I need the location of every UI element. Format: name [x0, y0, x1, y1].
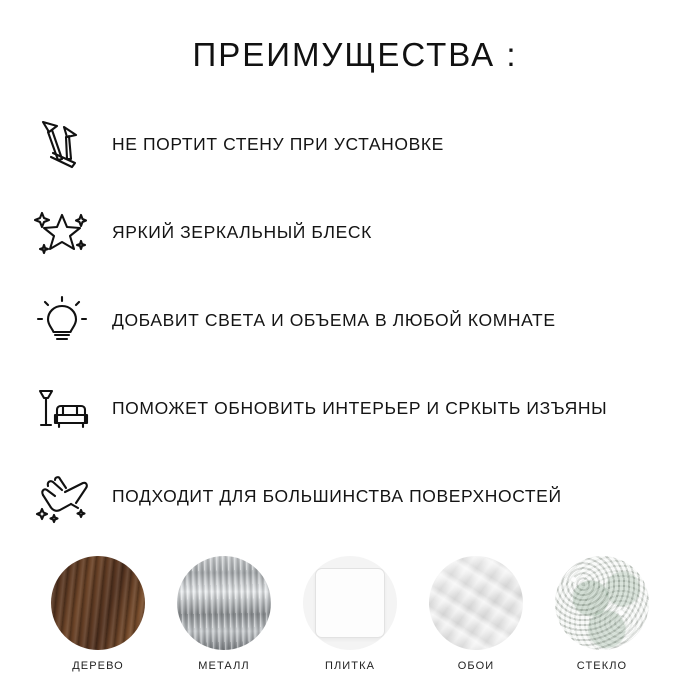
surface-swatches	[0, 556, 700, 672]
list-item-label: ПОМОЖЕТ ОБНОВИТЬ ИНТЕРЬЕР И СРКЫТЬ ИЗЪЯНЫ	[112, 397, 608, 418]
page-title: ПРЕИМУЩЕСТВА :	[192, 36, 518, 73]
swatch-item-metal	[172, 556, 276, 672]
list-item-label: ЯРКИЙ ЗЕРКАЛЬНЫЙ БЛЕСК	[112, 221, 372, 242]
list-item	[26, 276, 686, 364]
list-item-label: НЕ ПОРТИТ СТЕНУ ПРИ УСТАНОВКЕ	[112, 133, 444, 154]
list-item	[26, 452, 686, 540]
list-item	[26, 188, 686, 276]
lightbulb-icon	[26, 284, 98, 356]
sofa-lamp-icon	[26, 372, 98, 444]
swatch-item-wood	[46, 556, 150, 672]
swatch-label: СТЕКЛО	[576, 660, 628, 672]
swatch-item-wall	[424, 556, 528, 672]
swatch-wood	[51, 556, 145, 650]
swatch-item-glass	[550, 556, 654, 672]
swatch-item-tile	[298, 556, 402, 672]
swatch-wall	[429, 556, 523, 650]
swatch-label: ДЕРЕВО	[72, 660, 124, 672]
list-item	[26, 364, 686, 452]
list-item	[26, 100, 686, 188]
swatch-label: ОБОИ	[457, 660, 495, 672]
swatch-tile	[303, 556, 397, 650]
nails-icon	[26, 108, 98, 180]
swatch-glass	[555, 556, 649, 650]
swatch-metal	[177, 556, 271, 650]
list-item-label: ПОДХОДИТ ДЛЯ БОЛЬШИНСТВА ПОВЕРХНОСТЕЙ	[112, 485, 562, 506]
cleaning-hand-icon	[26, 460, 98, 532]
sparkle-star-icon	[26, 196, 98, 268]
benefits-list	[0, 100, 700, 540]
swatch-label: МЕТАЛЛ	[198, 660, 250, 672]
swatch-label: ПЛИТКА	[324, 660, 376, 672]
list-item-label: ДОБАВИТ СВЕТА И ОБЪЕМА В ЛЮБОЙ КОМНАТЕ	[112, 309, 556, 330]
